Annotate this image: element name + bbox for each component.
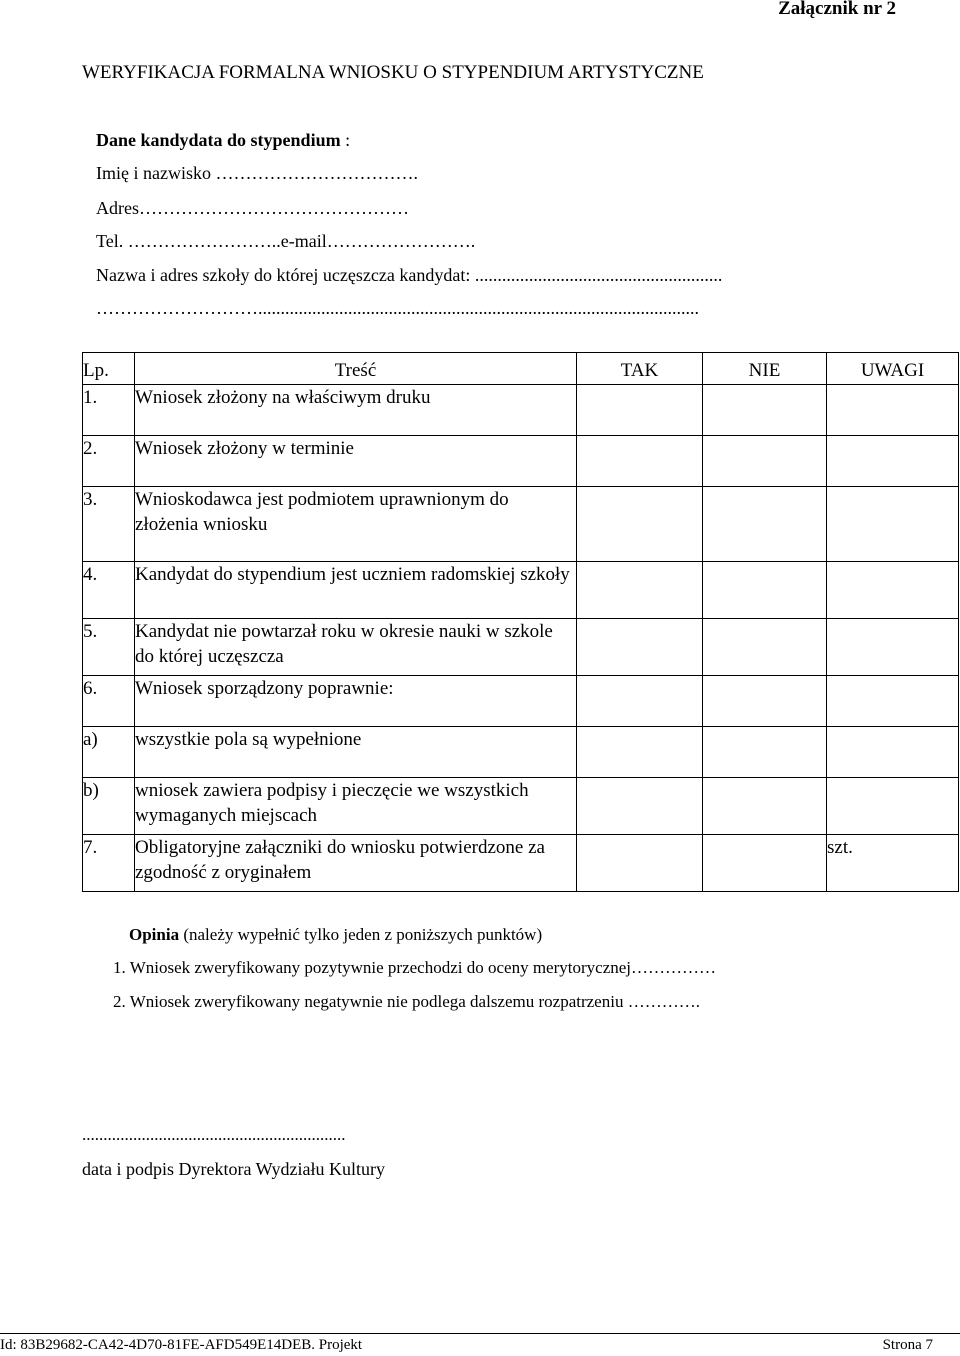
nie-cell[interactable] (703, 619, 827, 676)
nie-cell[interactable] (703, 778, 827, 835)
opinion-option-positive: 1. Wniosek zweryfikowany pozytywnie przechodzi do oceny merytorycznej…………… (113, 958, 717, 977)
verification-table (82, 352, 959, 892)
school-field-line: Nazwa i adres szkoły do której uczęszcza kandydat: ....................................................... (96, 265, 723, 285)
table-row (83, 385, 959, 436)
uwagi-cell[interactable]: szt. (827, 835, 959, 892)
row-lp: 3. (83, 487, 135, 562)
uwagi-cell[interactable] (827, 562, 959, 619)
opinion-heading (129, 925, 542, 945)
candidate-heading-colon: : (340, 130, 351, 150)
table-row (83, 727, 959, 778)
table-row (83, 436, 959, 487)
tak-cell[interactable] (577, 835, 703, 892)
header-content: Treść (135, 353, 577, 385)
opinion-heading-label: Opinia (129, 925, 180, 944)
row-text: Wniosek sporządzony poprawnie: (135, 676, 577, 727)
uwagi-cell[interactable] (827, 487, 959, 562)
row-text: Wniosek złożony na właściwym druku (135, 385, 577, 436)
row-lp: 2. (83, 436, 135, 487)
uwagi-cell[interactable] (827, 619, 959, 676)
uwagi-cell[interactable] (827, 436, 959, 487)
opinion-option-negative: 2. Wniosek zweryfikowany negatywnie nie podlega dalszemu rozpatrzeniu …………. (113, 992, 700, 1011)
tak-cell[interactable] (577, 778, 703, 835)
row-lp: 1. (83, 385, 135, 436)
row-text: wniosek zawiera podpisy i pieczęcie we wszystkich wymaganych miejscach (135, 778, 577, 835)
header-nie: NIE (703, 353, 827, 385)
header-tak: TAK (577, 353, 703, 385)
tak-cell[interactable] (577, 487, 703, 562)
footer-document-id: Id: 83B29682-CA42-4D70-81FE-AFD549E14DEB. Projekt (0, 1337, 363, 1353)
signature-line: .............................................................. (82, 1125, 346, 1144)
row-text: Wnioskodawca jest podmiotem uprawnionym do złożenia wniosku (135, 487, 577, 562)
footer-divider (0, 1333, 960, 1334)
uwagi-cell[interactable] (827, 676, 959, 727)
table-header-row (83, 353, 959, 385)
row-lp: a) (83, 727, 135, 778)
tak-cell[interactable] (577, 385, 703, 436)
row-text: Kandydat do stypendium jest uczniem radomskiej szkoły (135, 562, 577, 619)
row-lp: 4. (83, 562, 135, 619)
uwagi-cell[interactable] (827, 727, 959, 778)
table-row (83, 487, 959, 562)
table-row (83, 619, 959, 676)
table-row (83, 778, 959, 835)
header-lp: Lp. (83, 353, 135, 385)
nie-cell[interactable] (703, 676, 827, 727)
table-row (83, 562, 959, 619)
row-lp: 6. (83, 676, 135, 727)
nie-cell[interactable] (703, 385, 827, 436)
row-lp: 5. (83, 619, 135, 676)
row-text: Kandydat nie powtarzał roku w okresie nauki w szkole do której uczęszcza (135, 619, 577, 676)
row-text: Wniosek złożony w terminie (135, 436, 577, 487)
tak-cell[interactable] (577, 619, 703, 676)
header-uwagi: UWAGI (827, 353, 959, 385)
table-row (83, 676, 959, 727)
name-field-line: Imię i nazwisko ……………………………. (96, 163, 418, 183)
signature-label: data i podpis Dyrektora Wydziału Kultury (82, 1159, 386, 1179)
candidate-section-heading (96, 130, 350, 151)
tak-cell[interactable] (577, 727, 703, 778)
tak-cell[interactable] (577, 562, 703, 619)
nie-cell[interactable] (703, 835, 827, 892)
candidate-heading-label: Dane kandydata do stypendium (96, 130, 341, 150)
opinion-heading-note: (należy wypełnić tylko jeden z poniższych punktów) (179, 925, 543, 944)
nie-cell[interactable] (703, 562, 827, 619)
uwagi-cell[interactable] (827, 385, 959, 436)
nie-cell[interactable] (703, 487, 827, 562)
address-field-line: Adres……………………………………… (96, 198, 409, 218)
attachment-number: Załącznik nr 2 (778, 0, 896, 19)
footer-page-number: Strona 7 (882, 1337, 933, 1353)
school-field-continuation: ……………………….................................................................................................. (96, 298, 699, 318)
phone-email-field-line: Tel. ……………………..e-mail……………………. (96, 231, 476, 251)
nie-cell[interactable] (703, 727, 827, 778)
uwagi-cell[interactable] (827, 778, 959, 835)
nie-cell[interactable] (703, 436, 827, 487)
row-text: Obligatoryjne załączniki do wniosku potwierdzone za zgodność z oryginałem (135, 835, 577, 892)
table-row (83, 835, 959, 892)
row-text: wszystkie pola są wypełnione (135, 727, 577, 778)
document-title: WERYFIKACJA FORMALNA WNIOSKU O STYPENDIUM ARTYSTYCZNE (82, 62, 704, 83)
row-lp: b) (83, 778, 135, 835)
tak-cell[interactable] (577, 436, 703, 487)
row-lp: 7. (83, 835, 135, 892)
tak-cell[interactable] (577, 676, 703, 727)
